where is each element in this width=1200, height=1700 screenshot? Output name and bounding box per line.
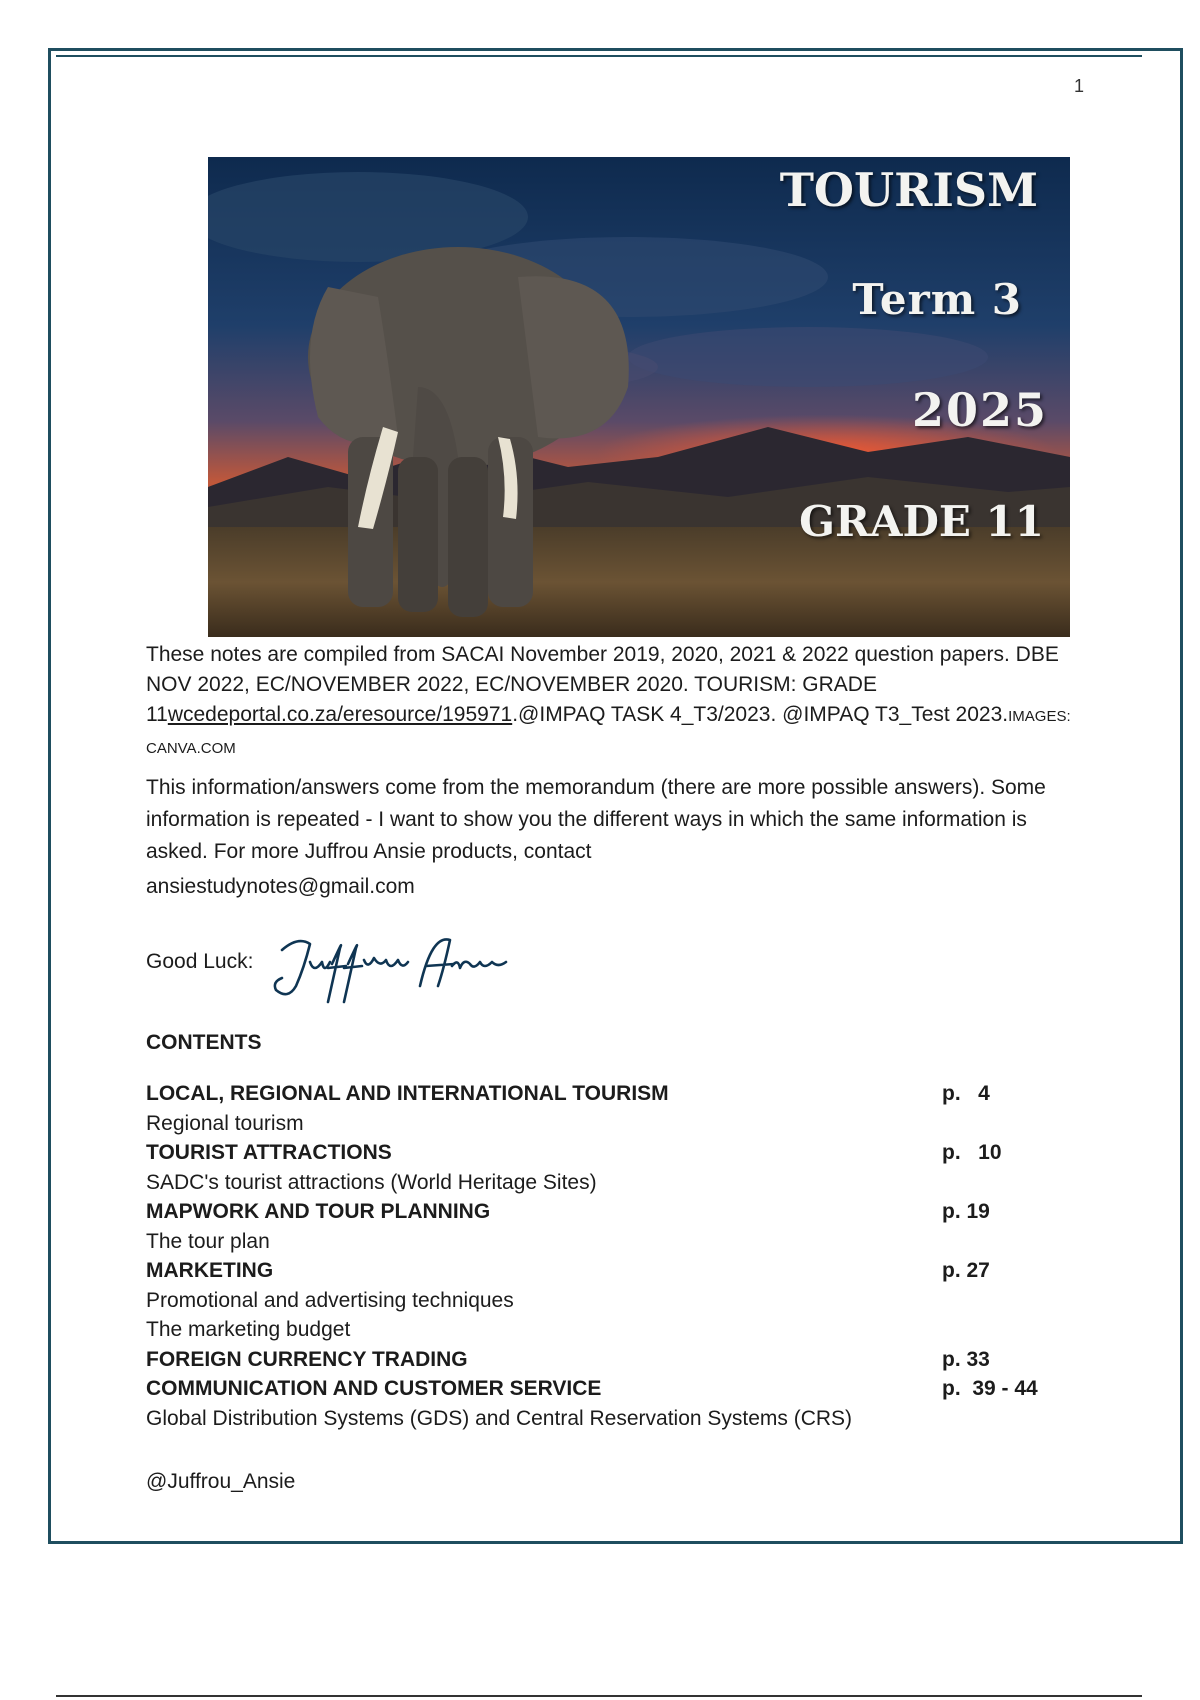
- toc-item: [146, 1345, 1086, 1375]
- page-number: 1: [1074, 76, 1085, 96]
- signature-image: [270, 928, 510, 1004]
- toc-item: [146, 1079, 1086, 1109]
- cover-term: Term 3: [852, 275, 1022, 324]
- signature: [270, 928, 510, 1009]
- toc-page: p. 27: [942, 1259, 990, 1282]
- cover-year: 2025: [911, 383, 1048, 437]
- toc-label: MAPWORK AND TOUR PLANNING: [146, 1200, 491, 1223]
- toc-item: [146, 1256, 1086, 1286]
- toc-label: Regional tourism: [146, 1111, 304, 1135]
- toc-label: The tour plan: [146, 1229, 270, 1253]
- toc-page: p. 33: [942, 1347, 990, 1371]
- good-luck-label: Good Luck:: [146, 950, 254, 973]
- toc-item: [146, 1227, 1086, 1257]
- toc-label: The marketing budget: [146, 1318, 351, 1341]
- toc-item: [146, 1168, 1086, 1198]
- bottom-rule: [56, 1695, 1142, 1697]
- cover-title: TOURISM: [779, 163, 1038, 217]
- sources-text-1: These notes are compiled from SACAI November 2019, 2020, 2021 & 2022 question papers. DBE NOV 2022, EC/NOVEMBER 2022, EC/NOVEMBER 2020. TOURISM: GRADE 11: [146, 643, 1059, 726]
- toc-page: p. 19: [942, 1200, 990, 1223]
- toc-item: [146, 1138, 1086, 1168]
- cover-image: [208, 157, 1070, 637]
- toc-item: [146, 1286, 1086, 1316]
- toc-page: p. 39 - 44: [942, 1377, 1038, 1400]
- toc-page: p. 10: [942, 1141, 1002, 1164]
- toc-item: [146, 1197, 1086, 1227]
- top-rule: [56, 55, 1142, 57]
- toc-label: COMMUNICATION AND CUSTOMER SERVICE: [146, 1377, 602, 1400]
- toc-label: LOCAL, REGIONAL AND INTERNATIONAL TOURISM: [146, 1082, 669, 1105]
- toc-item: [146, 1109, 1086, 1139]
- table-of-contents: [146, 1079, 1086, 1433]
- toc-label: MARKETING: [146, 1259, 274, 1282]
- toc-label: Global Distribution Systems (GDS) and Central Reservation Systems (CRS): [146, 1406, 853, 1430]
- eresource-link[interactable]: wcedeportal.co.za/eresource/195971: [167, 703, 513, 726]
- contents-heading: CONTENTS: [146, 1031, 262, 1054]
- social-handle: @Juffrou_Ansie: [146, 1470, 296, 1493]
- sources-paragraph: [146, 640, 1086, 764]
- contact-email[interactable]: ansiestudynotes@gmail.com: [146, 875, 415, 898]
- cover-grade: GRADE 11: [799, 497, 1044, 546]
- disclaimer-paragraph: This information/answers come from the memorandum (there are more possible answers). Some information is repeated - I want to show you the different ways in which the same information is asked. For more Juffrou Ansie products, contact: [146, 776, 1046, 863]
- sources-text-2: .@IMPAQ TASK 4_T3/2023. @IMPAQ T3_Test 2023.: [512, 703, 1009, 726]
- toc-item: [146, 1404, 1086, 1434]
- toc-label: Promotional and advertising techniques: [146, 1288, 514, 1312]
- toc-page: p. 4: [942, 1082, 990, 1105]
- toc-item: [146, 1374, 1086, 1404]
- toc-item: [146, 1315, 1086, 1345]
- images-credit: IMAGES: CANVA.COM: [146, 708, 1071, 757]
- toc-label: SADC's tourist attractions (World Heritage Sites): [146, 1170, 597, 1194]
- toc-label: TOURIST ATTRACTIONS: [146, 1141, 392, 1164]
- toc-label: FOREIGN CURRENCY TRADING: [146, 1347, 468, 1371]
